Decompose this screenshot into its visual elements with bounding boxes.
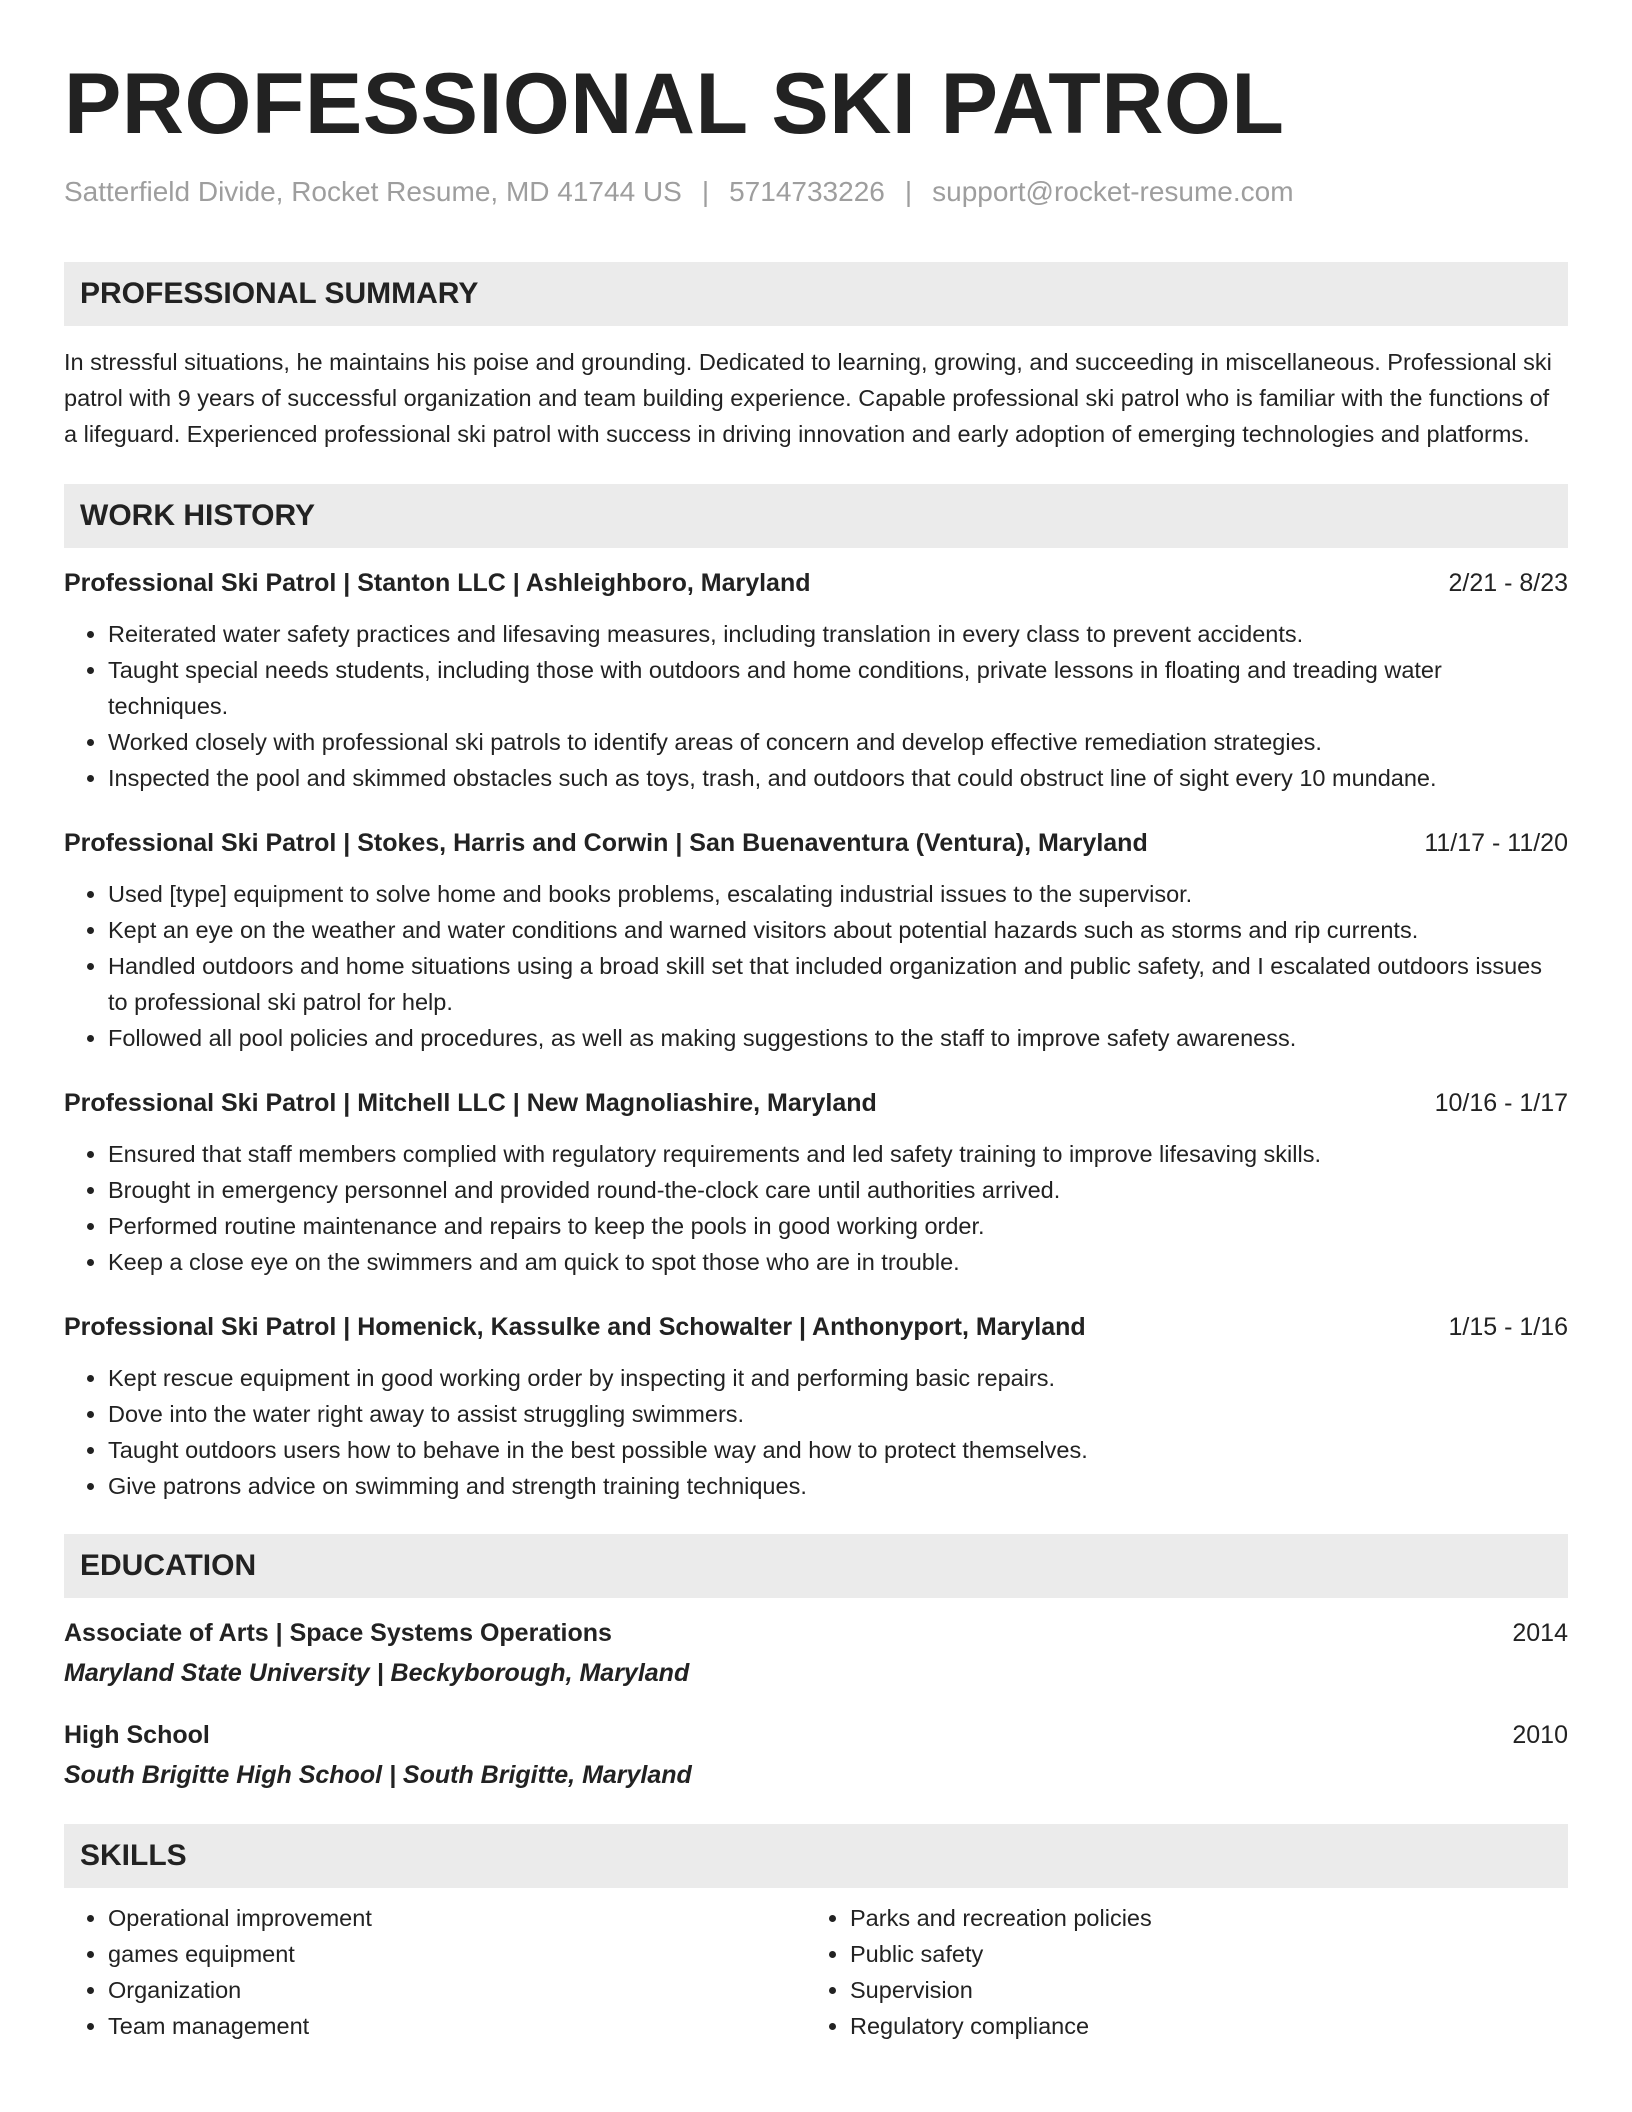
contact-separator: |: [904, 176, 913, 207]
job-entry: [64, 826, 1568, 1056]
job-title: Professional Ski Patrol | Stokes, Harris and Corwin | San Buenaventura (Ventura), Maryland: [64, 829, 1148, 857]
job-bullet: • Taught special needs students, including those with outdoors and home conditions, private lessons in floating and treading water techniques.: [108, 652, 1568, 724]
job-bullet: • Give patrons advice on swimming and strength training techniques.: [108, 1468, 1568, 1504]
job-title: Professional Ski Patrol | Homenick, Kassulke and Schowalter | Anthonyport, Maryland: [64, 1313, 1086, 1341]
job-dates: 10/16 - 1/17: [1434, 1089, 1568, 1117]
job-bullet: • Handled outdoors and home situations using a broad skill set that included organization and public safety, and I escalated outdoors issues to professional ski patrol for help.: [108, 948, 1568, 1020]
job-bullets: [64, 616, 1568, 796]
job-bullet: • Ensured that staff members complied with regulatory requirements and led safety training to improve lifesaving skills.: [108, 1136, 1568, 1172]
skills-column-right: [806, 1900, 1548, 2044]
job-bullet: • Reiterated water safety practices and lifesaving measures, including translation in every class to prevent accidents.: [108, 616, 1568, 652]
job-bullets: [64, 1360, 1568, 1504]
job-title-row: [64, 1086, 1568, 1120]
job-bullet: • Keep a close eye on the swimmers and am quick to spot those who are in trouble.: [108, 1244, 1568, 1280]
section-header-education: EDUCATION: [64, 1534, 1568, 1598]
job-entry: [64, 566, 1568, 796]
job-dates: 11/17 - 11/20: [1424, 829, 1568, 857]
job-dates: 1/15 - 1/16: [1448, 1313, 1568, 1341]
education-year: 2010: [1512, 1721, 1568, 1749]
contact-email: support@rocket-resume.com: [932, 176, 1294, 207]
skills-list: [64, 1900, 1568, 2044]
contact-separator: |: [701, 176, 710, 207]
job-bullet: • Performed routine maintenance and repairs to keep the pools in good working order.: [108, 1208, 1568, 1244]
education-row: [64, 1616, 1568, 1650]
skill-item: • games equipment: [108, 1936, 806, 1972]
skills-column-left: [64, 1900, 806, 2044]
education-school: Maryland State University | Beckyborough, Maryland: [64, 1659, 690, 1687]
skill-item: • Public safety: [850, 1936, 1548, 1972]
contact-phone: 5714733226: [729, 176, 885, 207]
education-row: [64, 1718, 1568, 1752]
section-header-work-history: WORK HISTORY: [64, 484, 1568, 548]
job-bullet: • Inspected the pool and skimmed obstacles such as toys, trash, and outdoors that could obstruct line of sight every 10 mundane.: [108, 760, 1568, 796]
education-entry: [64, 1718, 1568, 1792]
job-bullets: [64, 876, 1568, 1056]
summary-text: In stressful situations, he maintains his poise and grounding. Dedicated to learning, growing, and succeeding in miscellaneous. Professional ski patrol with 9 years of successful organization and team building experience. Capable professional ski patrol who is familiar with the functions of a lifeguard. Experienced professional ski patrol with success in driving innovation and early adoption of emerging technologies and platforms.: [64, 349, 1552, 447]
education-entry: [64, 1616, 1568, 1690]
job-bullet: • Followed all pool policies and procedures, as well as making suggestions to the staff to improve safety awareness.: [108, 1020, 1568, 1056]
job-bullet: • Worked closely with professional ski patrols to identify areas of concern and develop effective remediation strategies.: [108, 724, 1568, 760]
education-school: South Brigitte High School | South Brigitte, Maryland: [64, 1761, 692, 1789]
skill-item: • Regulatory compliance: [850, 2008, 1548, 2044]
skill-item: • Parks and recreation policies: [850, 1900, 1548, 1936]
job-entry: [64, 1086, 1568, 1280]
job-title-row: [64, 566, 1568, 600]
education-degree: Associate of Arts | Space Systems Operations: [64, 1619, 612, 1647]
section-header-summary: PROFESSIONAL SUMMARY: [64, 262, 1568, 326]
job-bullet: • Brought in emergency personnel and provided round-the-clock care until authorities arrived.: [108, 1172, 1568, 1208]
candidate-name: PROFESSIONAL SKI PATROL: [64, 56, 1285, 152]
section-header-skills: SKILLS: [64, 1824, 1568, 1888]
job-title: Professional Ski Patrol | Stanton LLC | Ashleighboro, Maryland: [64, 569, 811, 597]
job-dates: 2/21 - 8/23: [1448, 569, 1568, 597]
contact-line: [64, 174, 1568, 210]
job-bullet: • Kept rescue equipment in good working order by inspecting it and performing basic repairs.: [108, 1360, 1568, 1396]
skill-item: • Team management: [108, 2008, 806, 2044]
job-bullets: [64, 1136, 1568, 1280]
skill-item: • Supervision: [850, 1972, 1548, 2008]
education-year: 2014: [1512, 1619, 1568, 1647]
job-title: Professional Ski Patrol | Mitchell LLC | New Magnoliashire, Maryland: [64, 1089, 877, 1117]
job-bullet: • Dove into the water right away to assist struggling swimmers.: [108, 1396, 1568, 1432]
skill-item: • Operational improvement: [108, 1900, 806, 1936]
contact-address: Satterfield Divide, Rocket Resume, MD 41744 US: [64, 176, 682, 207]
education-degree: High School: [64, 1721, 210, 1749]
job-bullet: • Used [type] equipment to solve home and books problems, escalating industrial issues to the supervisor.: [108, 876, 1568, 912]
skill-item: • Organization: [108, 1972, 806, 2008]
job-bullet: • Kept an eye on the weather and water conditions and warned visitors about potential hazards such as storms and rip currents.: [108, 912, 1568, 948]
job-title-row: [64, 1310, 1568, 1344]
job-entry: [64, 1310, 1568, 1504]
job-title-row: [64, 826, 1568, 860]
job-bullet: • Taught outdoors users how to behave in the best possible way and how to protect themselves.: [108, 1432, 1568, 1468]
